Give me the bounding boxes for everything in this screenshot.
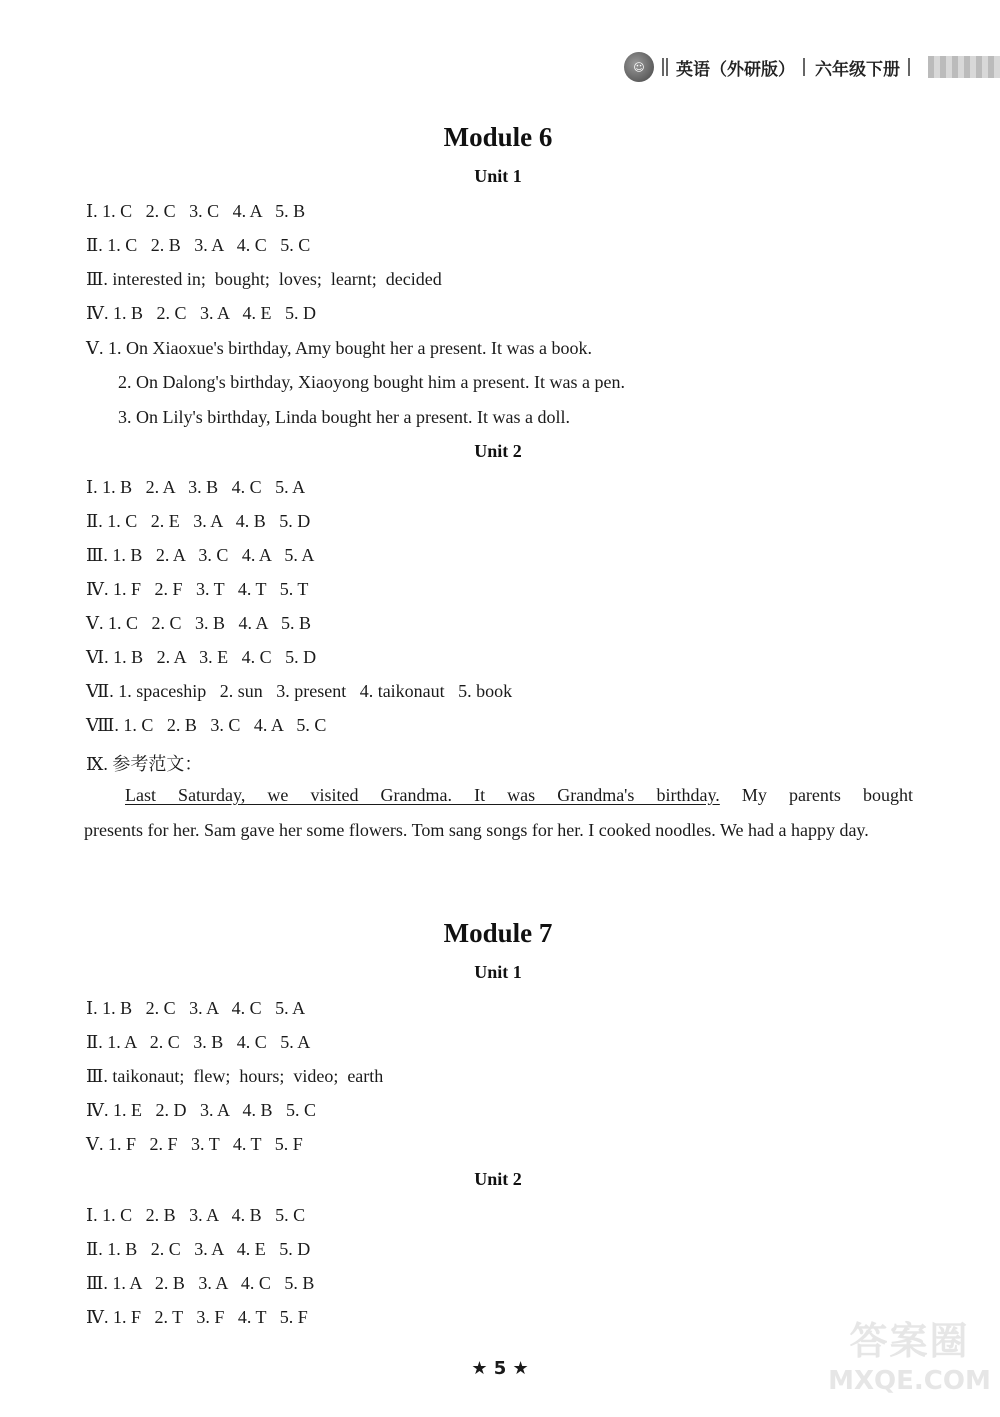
page-header (624, 44, 1000, 90)
header-divider (908, 58, 912, 76)
unit-title: Unit 2 (474, 441, 522, 461)
answer-line: Ⅸ. 参考范文： (86, 754, 203, 774)
essay-body: presents for her. Sam gave her some flowers. Tom sang songs for her. I cooked noodles. We had a happy day. (84, 820, 869, 840)
essay-first-line-rest: My parents bought (719, 785, 913, 805)
answer-line: Ⅰ. 1. C 2. B 3. A 4. B 5. C (86, 1205, 306, 1225)
header-divider (803, 58, 807, 76)
page-number: ★ 5 ★ (471, 1358, 529, 1379)
answer-line: Ⅴ. 1. F 2. F 3. T 4. T 5. F (86, 1134, 303, 1154)
answer-line: 3. On Lily's birthday, Linda bought her a present. It was a doll. (118, 407, 570, 427)
answer-line: Ⅲ. 1. A 2. B 3. A 4. C 5. B (86, 1273, 315, 1293)
unit-title: Unit 1 (474, 166, 522, 186)
sun-face-icon: ☺ (624, 52, 654, 82)
watermark-logo (822, 1319, 997, 1412)
book-grade: 六年级下册 (815, 59, 900, 80)
answer-line: Ⅱ. 1. B 2. C 3. A 4. E 5. D (86, 1239, 311, 1259)
header-divider (662, 58, 668, 76)
answer-line: Ⅶ. 1. spaceship 2. sun 3. present 4. taikonaut 5. book (86, 681, 513, 701)
answer-line: Ⅴ. 1. On Xiaoxue's birthday, Amy bought her a present. It was a book. (86, 338, 592, 358)
answer-line: Ⅳ. 1. B 2. C 3. A 4. E 5. D (86, 303, 317, 323)
answer-line: Ⅳ. 1. F 2. T 3. F 4. T 5. F (86, 1307, 308, 1327)
answer-line: Ⅱ. 1. C 2. E 3. A 4. B 5. D (86, 511, 311, 531)
essay-first-line (84, 778, 913, 813)
answer-line: Ⅳ. 1. E 2. D 3. A 4. B 5. C (86, 1100, 317, 1120)
header-decoration (928, 56, 1000, 78)
answer-line: Ⅳ. 1. F 2. F 3. T 4. T 5. T (86, 579, 309, 599)
answer-line: Ⅴ. 1. C 2. C 3. B 4. A 5. B (86, 613, 312, 633)
answer-line: Ⅰ. 1. C 2. C 3. C 4. A 5. B (86, 201, 306, 221)
unit-title: Unit 1 (474, 962, 522, 982)
book-title: 英语（外研版） (676, 59, 795, 80)
watermark-text: 答案圈 (849, 1319, 970, 1363)
module-title: Module 6 (443, 122, 553, 152)
answer-line: Ⅲ. 1. B 2. A 3. C 4. A 5. A (86, 545, 315, 565)
answer-line: Ⅰ. 1. B 2. A 3. B 4. C 5. A (86, 477, 306, 497)
essay-underlined-sentence: Last Saturday, we visited Grandma. It was Grandma's birthday. (125, 785, 720, 805)
answer-line: Ⅷ. 1. C 2. B 3. C 4. A 5. C (86, 715, 327, 735)
answer-line: Ⅱ. 1. A 2. C 3. B 4. C 5. A (86, 1032, 311, 1052)
module-title: Module 7 (443, 918, 553, 948)
answer-line: 2. On Dalong's birthday, Xiaoyong bought him a present. It was a pen. (118, 372, 625, 392)
answer-line: Ⅲ. interested in; bought; loves; learnt; decided (86, 269, 442, 289)
watermark-url: MXQE.COM (828, 1366, 991, 1396)
sample-essay (84, 778, 913, 848)
answer-line: Ⅵ. 1. B 2. A 3. E 4. C 5. D (86, 647, 317, 667)
answer-line: Ⅲ. taikonaut; flew; hours; video; earth (86, 1066, 384, 1086)
unit-title: Unit 2 (474, 1169, 522, 1189)
answer-line: Ⅰ. 1. B 2. C 3. A 4. C 5. A (86, 998, 306, 1018)
answer-line: Ⅱ. 1. C 2. B 3. A 4. C 5. C (86, 235, 311, 255)
